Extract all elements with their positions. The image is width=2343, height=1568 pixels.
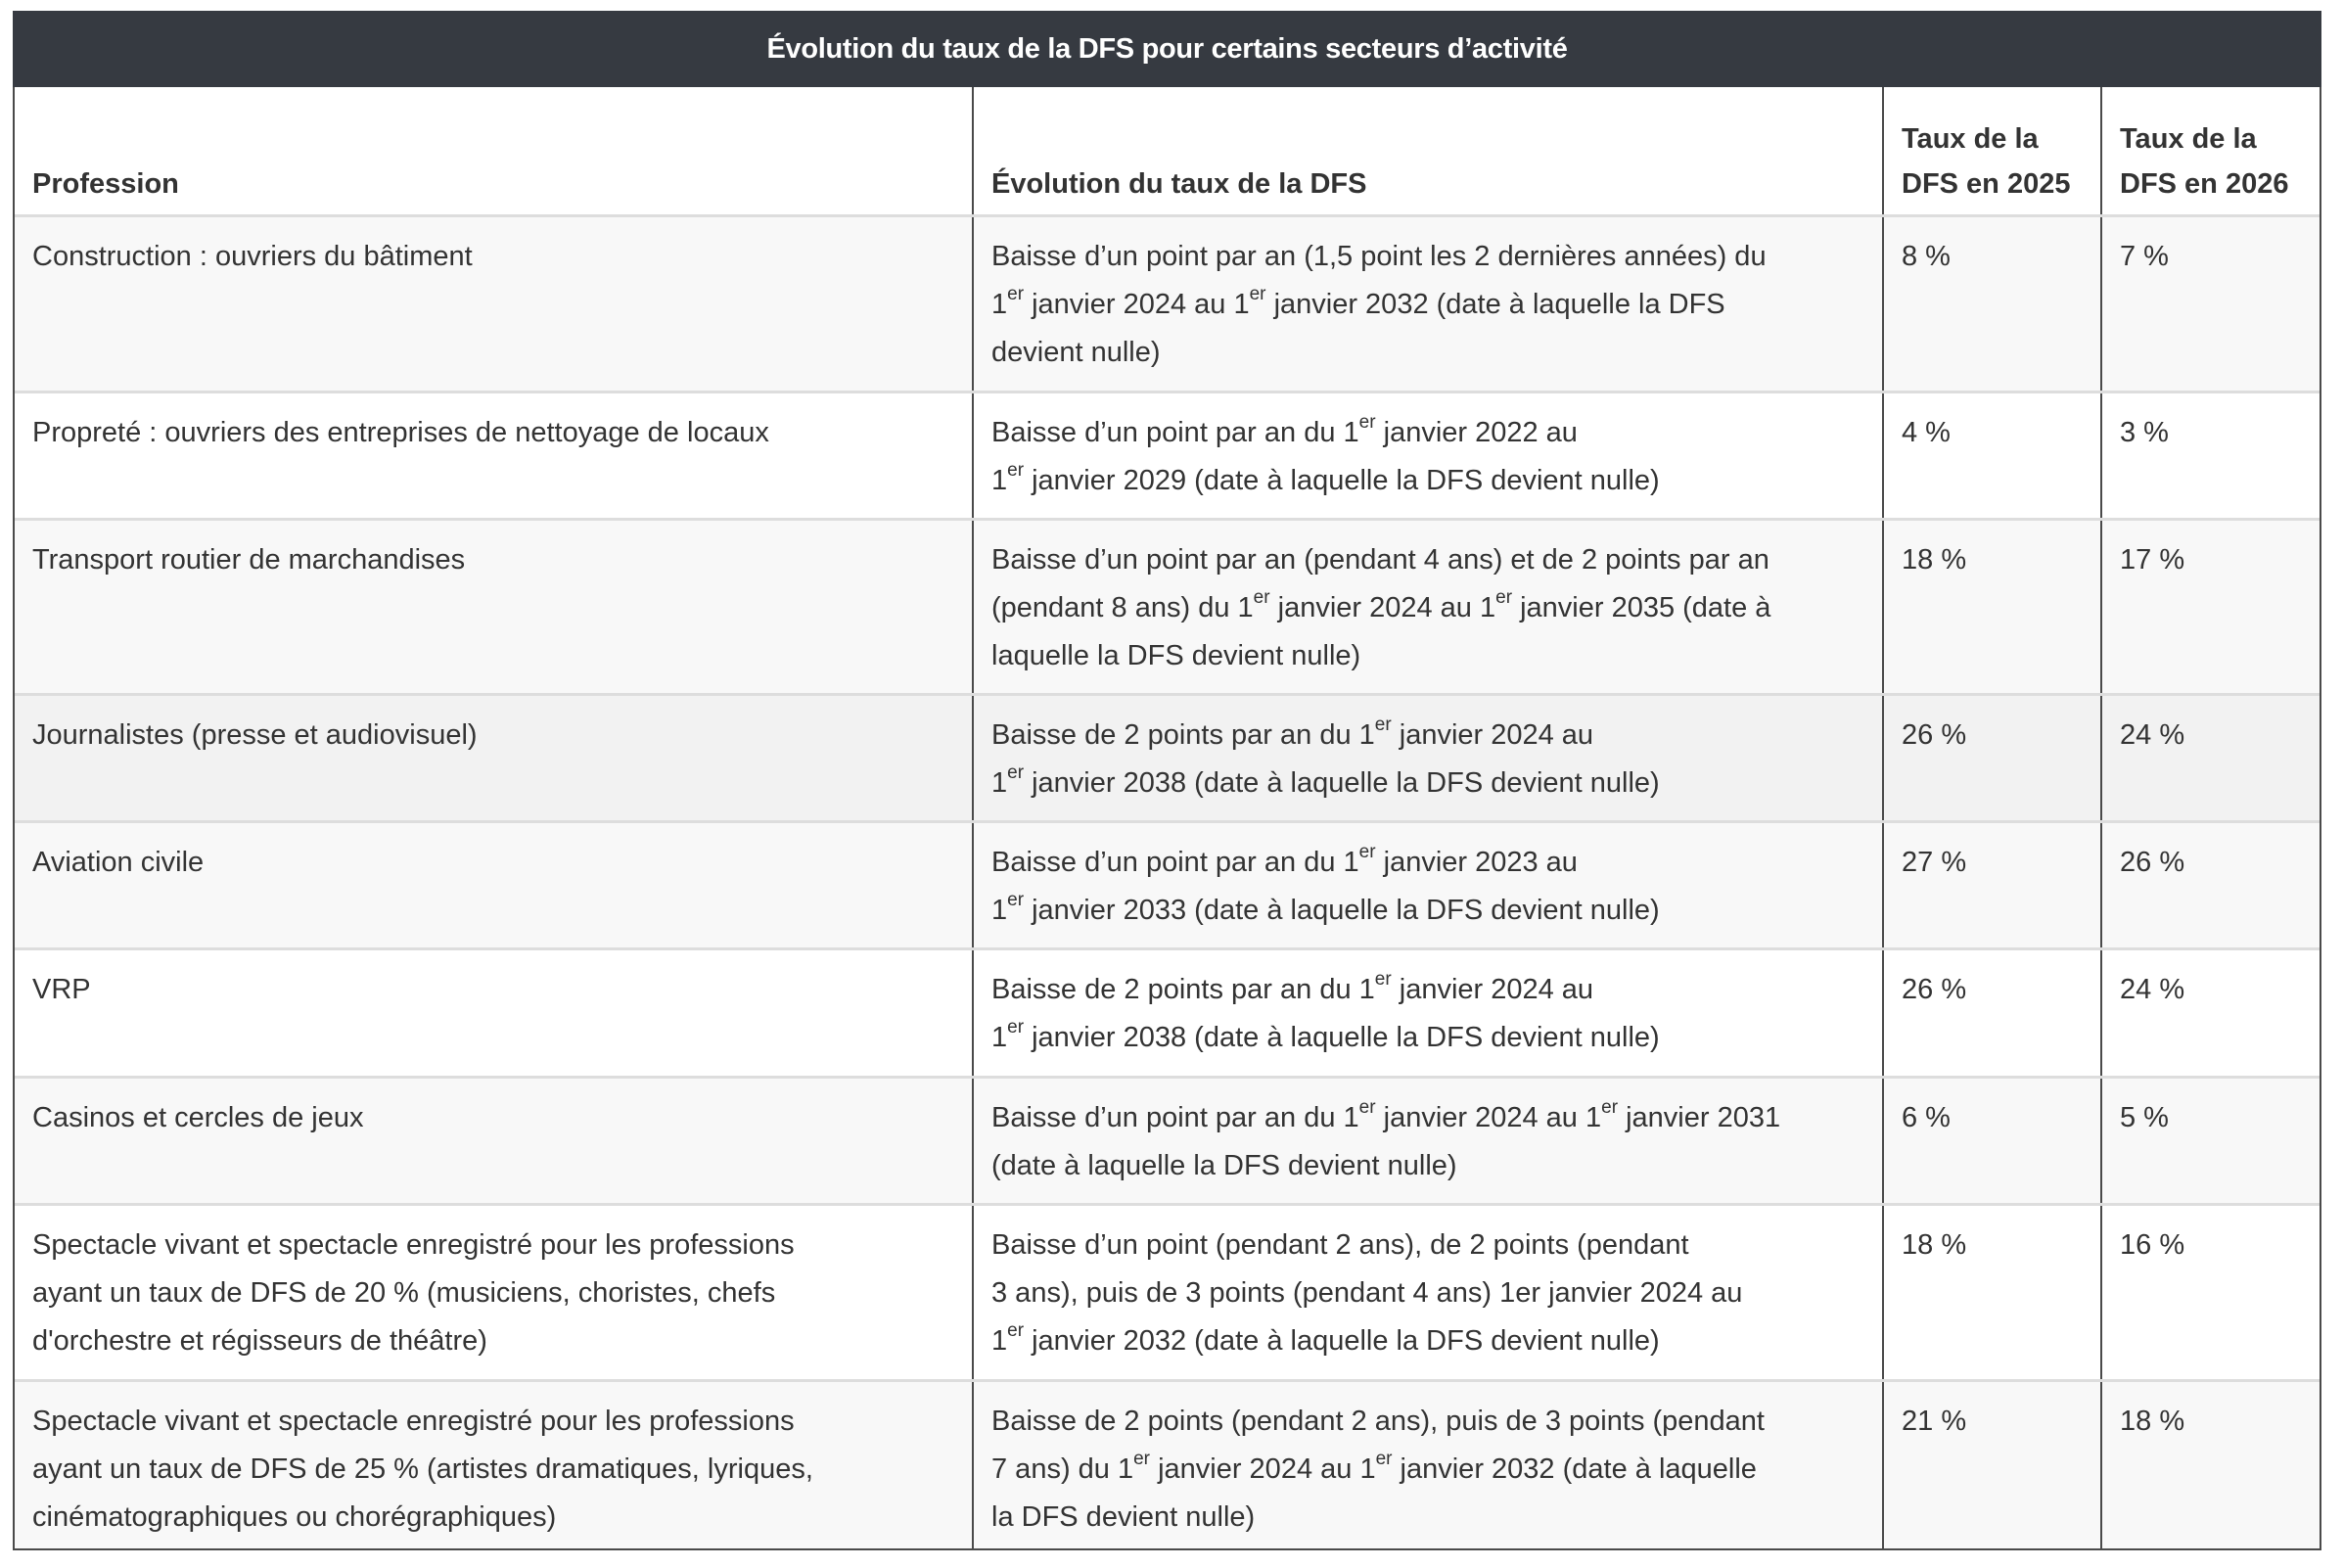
table-row bbox=[15, 1382, 2320, 1548]
evolution-text: Baisse de 2 points par an du 1 bbox=[991, 974, 1375, 1005]
evolution-cell bbox=[972, 521, 1882, 693]
evolution-text: 3 ans), puis de 3 points (pendant 4 ans) 1er janvier 2024 au bbox=[991, 1277, 1743, 1309]
evolution-cell bbox=[972, 823, 1882, 947]
rate-2026-value: 7 % bbox=[2120, 241, 2169, 272]
rate-2026-cell bbox=[2100, 950, 2320, 1076]
profession-cell bbox=[15, 521, 972, 693]
table-body bbox=[15, 217, 2320, 1548]
evolution-line bbox=[991, 1142, 1457, 1190]
evolution-line bbox=[991, 457, 1660, 505]
rate-2025-cell bbox=[1882, 696, 2100, 820]
table-row bbox=[15, 823, 2320, 950]
profession-cell bbox=[15, 1079, 972, 1203]
evolution-text: Baisse d’un point par an (1,5 point les 2 dernières années) du bbox=[991, 241, 1767, 272]
evolution-text: 1 bbox=[991, 1325, 1008, 1357]
evolution-line bbox=[991, 1494, 1255, 1542]
profession-cell bbox=[15, 696, 972, 820]
profession-text: ayant un taux de DFS de 25 % (artistes dramatiques, lyriques, bbox=[32, 1453, 813, 1485]
evolution-line bbox=[991, 632, 1360, 680]
table-row bbox=[15, 1079, 2320, 1206]
rate-2026-cell bbox=[2100, 1206, 2320, 1379]
evolution-line bbox=[991, 760, 1660, 807]
evolution-line bbox=[991, 966, 1593, 1014]
evolution-text: Baisse de 2 points par an du 1 bbox=[991, 719, 1375, 751]
rate-2026-value: 3 % bbox=[2120, 417, 2169, 448]
evolution-line bbox=[991, 712, 1593, 760]
ordinal-superscript: er bbox=[1358, 842, 1376, 863]
evolution-line bbox=[991, 1398, 1765, 1446]
rate-2026-cell bbox=[2100, 217, 2320, 391]
rate-2025-value: 18 % bbox=[1902, 1229, 1967, 1261]
evolution-text: janvier 2032 (date à laquelle bbox=[1392, 1453, 1757, 1485]
rate-2026-value: 24 % bbox=[2120, 719, 2185, 751]
rate-2025-value: 18 % bbox=[1902, 544, 1967, 576]
header-evolution-label: Évolution du taux de la DFS bbox=[991, 168, 1367, 200]
table-row bbox=[15, 950, 2320, 1079]
evolution-text: janvier 2024 au bbox=[1391, 719, 1594, 751]
evolution-text: 1 bbox=[991, 289, 1008, 320]
header-rate-2025-line: Taux de la bbox=[1902, 123, 2039, 155]
evolution-text: janvier 2024 au 1 bbox=[1150, 1453, 1376, 1485]
profession-cell bbox=[15, 950, 972, 1076]
rate-2025-value: 6 % bbox=[1902, 1102, 1951, 1133]
profession-text: Casinos et cercles de jeux bbox=[32, 1102, 364, 1133]
evolution-text: Baisse d’un point (pendant 2 ans), de 2 points (pendant bbox=[991, 1229, 1689, 1261]
evolution-text: 1 bbox=[991, 767, 1008, 799]
ordinal-superscript: er bbox=[1375, 1449, 1393, 1470]
evolution-cell bbox=[972, 393, 1882, 518]
evolution-text: devient nulle) bbox=[991, 337, 1161, 368]
evolution-text: 1 bbox=[991, 1022, 1008, 1053]
rate-2025-cell bbox=[1882, 950, 2100, 1076]
rate-2025-cell bbox=[1882, 1382, 2100, 1548]
rate-2026-cell bbox=[2100, 1382, 2320, 1548]
rate-2025-value: 8 % bbox=[1902, 241, 1951, 272]
rate-2025-value: 26 % bbox=[1902, 974, 1967, 1005]
ordinal-superscript: er bbox=[1007, 1320, 1025, 1342]
evolution-text: janvier 2033 (date à laquelle la DFS devient nulle) bbox=[1024, 895, 1660, 926]
ordinal-superscript: er bbox=[1249, 284, 1266, 305]
evolution-text: 1 bbox=[991, 895, 1008, 926]
evolution-text: Baisse d’un point par an du 1 bbox=[991, 1102, 1359, 1133]
ordinal-superscript: er bbox=[1495, 587, 1513, 609]
evolution-text: la DFS devient nulle) bbox=[991, 1501, 1256, 1533]
table-row bbox=[15, 696, 2320, 823]
profession-cell bbox=[15, 823, 972, 947]
ordinal-superscript: er bbox=[1358, 412, 1376, 434]
rate-2026-value: 18 % bbox=[2120, 1406, 2185, 1437]
evolution-text: laquelle la DFS devient nulle) bbox=[991, 640, 1361, 671]
rate-2026-cell bbox=[2100, 696, 2320, 820]
profession-text: d'orchestre et régisseurs de théâtre) bbox=[32, 1325, 487, 1357]
evolution-line bbox=[991, 329, 1161, 377]
rate-2026-value: 5 % bbox=[2120, 1102, 2169, 1133]
header-evolution bbox=[972, 87, 1882, 214]
evolution-line bbox=[991, 536, 1769, 584]
rate-2026-cell bbox=[2100, 823, 2320, 947]
ordinal-superscript: er bbox=[1374, 969, 1392, 991]
profession-cell bbox=[15, 217, 972, 391]
header-rate-2026-line: DFS en 2026 bbox=[2120, 168, 2289, 200]
header-rate-2026 bbox=[2100, 87, 2320, 214]
evolution-line bbox=[991, 887, 1660, 935]
evolution-text: janvier 2024 au 1 bbox=[1269, 592, 1496, 623]
profession-text: cinématographiques ou chorégraphiques) bbox=[32, 1501, 557, 1533]
rate-2025-value: 4 % bbox=[1902, 417, 1951, 448]
evolution-text: (pendant 8 ans) du 1 bbox=[991, 592, 1254, 623]
evolution-cell bbox=[972, 217, 1882, 391]
evolution-text: janvier 2038 (date à laquelle la DFS devient nulle) bbox=[1024, 1022, 1660, 1053]
profession-text: ayant un taux de DFS de 20 % (musiciens, choristes, chefs bbox=[32, 1277, 776, 1309]
table-caption-text: Évolution du taux de la DFS pour certains secteurs d’activité bbox=[766, 32, 1568, 65]
table-header-row bbox=[15, 87, 2320, 217]
evolution-cell bbox=[972, 950, 1882, 1076]
profession-text: Aviation civile bbox=[32, 847, 205, 878]
evolution-line bbox=[991, 584, 1770, 632]
evolution-line bbox=[991, 1446, 1757, 1494]
header-rate-2026-line: Taux de la bbox=[2120, 123, 2257, 155]
evolution-text: janvier 2024 au 1 bbox=[1024, 289, 1250, 320]
profession-text: Transport routier de marchandises bbox=[32, 544, 466, 576]
ordinal-superscript: er bbox=[1374, 715, 1392, 736]
ordinal-superscript: er bbox=[1007, 460, 1025, 482]
evolution-text: janvier 2024 au bbox=[1391, 974, 1594, 1005]
rate-2026-cell bbox=[2100, 521, 2320, 693]
profession-text: Journalistes (presse et audiovisuel) bbox=[32, 719, 478, 751]
evolution-line bbox=[991, 1317, 1660, 1365]
rate-2026-value: 26 % bbox=[2120, 847, 2185, 878]
profession-cell bbox=[15, 1382, 972, 1548]
header-rate-2025 bbox=[1882, 87, 2100, 214]
rate-2025-value: 27 % bbox=[1902, 847, 1967, 878]
evolution-line bbox=[991, 1094, 1780, 1142]
evolution-cell bbox=[972, 1079, 1882, 1203]
table-caption bbox=[13, 11, 2321, 87]
table-row bbox=[15, 393, 2320, 521]
evolution-text: (date à laquelle la DFS devient nulle) bbox=[991, 1150, 1457, 1181]
profession-text: Construction : ouvriers du bâtiment bbox=[32, 241, 473, 272]
rate-2025-cell bbox=[1882, 521, 2100, 693]
evolution-text: janvier 2038 (date à laquelle la DFS devient nulle) bbox=[1024, 767, 1660, 799]
table-row bbox=[15, 521, 2320, 696]
evolution-text: janvier 2032 (date à laquelle la DFS bbox=[1265, 289, 1725, 320]
evolution-line bbox=[991, 409, 1578, 457]
evolution-text: janvier 2032 (date à laquelle la DFS devient nulle) bbox=[1024, 1325, 1660, 1357]
evolution-cell bbox=[972, 1382, 1882, 1548]
ordinal-superscript: er bbox=[1133, 1449, 1151, 1470]
rate-2025-cell bbox=[1882, 823, 2100, 947]
rate-2026-cell bbox=[2100, 1079, 2320, 1203]
profession-text: Propreté : ouvriers des entreprises de nettoyage de locaux bbox=[32, 417, 769, 448]
header-rate-2025-line: DFS en 2025 bbox=[1902, 168, 2071, 200]
evolution-line bbox=[991, 233, 1767, 281]
evolution-cell bbox=[972, 1206, 1882, 1379]
evolution-line bbox=[991, 281, 1725, 329]
table-row bbox=[15, 1206, 2320, 1382]
ordinal-superscript: er bbox=[1601, 1097, 1619, 1119]
evolution-text: janvier 2022 au bbox=[1375, 417, 1578, 448]
rate-2025-cell bbox=[1882, 393, 2100, 518]
rate-2026-cell bbox=[2100, 393, 2320, 518]
evolution-line bbox=[991, 1014, 1660, 1062]
header-profession-label: Profession bbox=[32, 168, 179, 200]
ordinal-superscript: er bbox=[1253, 587, 1270, 609]
evolution-text: Baisse de 2 points (pendant 2 ans), puis de 3 points (pendant bbox=[991, 1406, 1765, 1437]
evolution-text: janvier 2029 (date à laquelle la DFS devient nulle) bbox=[1024, 465, 1660, 496]
evolution-text: janvier 2024 au 1 bbox=[1375, 1102, 1602, 1133]
ordinal-superscript: er bbox=[1358, 1097, 1376, 1119]
table-row bbox=[15, 217, 2320, 393]
rate-2026-value: 24 % bbox=[2120, 974, 2185, 1005]
evolution-line bbox=[991, 839, 1578, 887]
rate-2025-value: 21 % bbox=[1902, 1406, 1967, 1437]
evolution-line bbox=[991, 1222, 1689, 1269]
evolution-text: Baisse d’un point par an (pendant 4 ans) et de 2 points par an bbox=[991, 544, 1769, 576]
rate-2025-cell bbox=[1882, 1206, 2100, 1379]
header-profession bbox=[15, 87, 972, 214]
rate-2025-cell bbox=[1882, 1079, 2100, 1203]
evolution-text: 7 ans) du 1 bbox=[991, 1453, 1134, 1485]
evolution-text: Baisse d’un point par an du 1 bbox=[991, 417, 1359, 448]
ordinal-superscript: er bbox=[1007, 890, 1025, 911]
profession-cell bbox=[15, 1206, 972, 1379]
profession-text: VRP bbox=[32, 974, 91, 1005]
evolution-cell bbox=[972, 696, 1882, 820]
ordinal-superscript: er bbox=[1007, 762, 1025, 784]
ordinal-superscript: er bbox=[1007, 284, 1025, 305]
rate-2025-cell bbox=[1882, 217, 2100, 391]
profession-cell bbox=[15, 393, 972, 518]
evolution-text: 1 bbox=[991, 465, 1008, 496]
profession-text: Spectacle vivant et spectacle enregistré pour les professions bbox=[32, 1229, 795, 1261]
evolution-text: janvier 2023 au bbox=[1375, 847, 1578, 878]
ordinal-superscript: er bbox=[1007, 1017, 1025, 1038]
profession-text: Spectacle vivant et spectacle enregistré pour les professions bbox=[32, 1406, 795, 1437]
evolution-line bbox=[991, 1269, 1742, 1317]
evolution-text: janvier 2031 bbox=[1618, 1102, 1781, 1133]
evolution-text: janvier 2035 (date à bbox=[1512, 592, 1771, 623]
evolution-text: Baisse d’un point par an du 1 bbox=[991, 847, 1359, 878]
rate-2026-value: 16 % bbox=[2120, 1229, 2185, 1261]
rate-2025-value: 26 % bbox=[1902, 719, 1967, 751]
dfs-rates-table bbox=[13, 11, 2321, 1550]
rate-2026-value: 17 % bbox=[2120, 544, 2185, 576]
